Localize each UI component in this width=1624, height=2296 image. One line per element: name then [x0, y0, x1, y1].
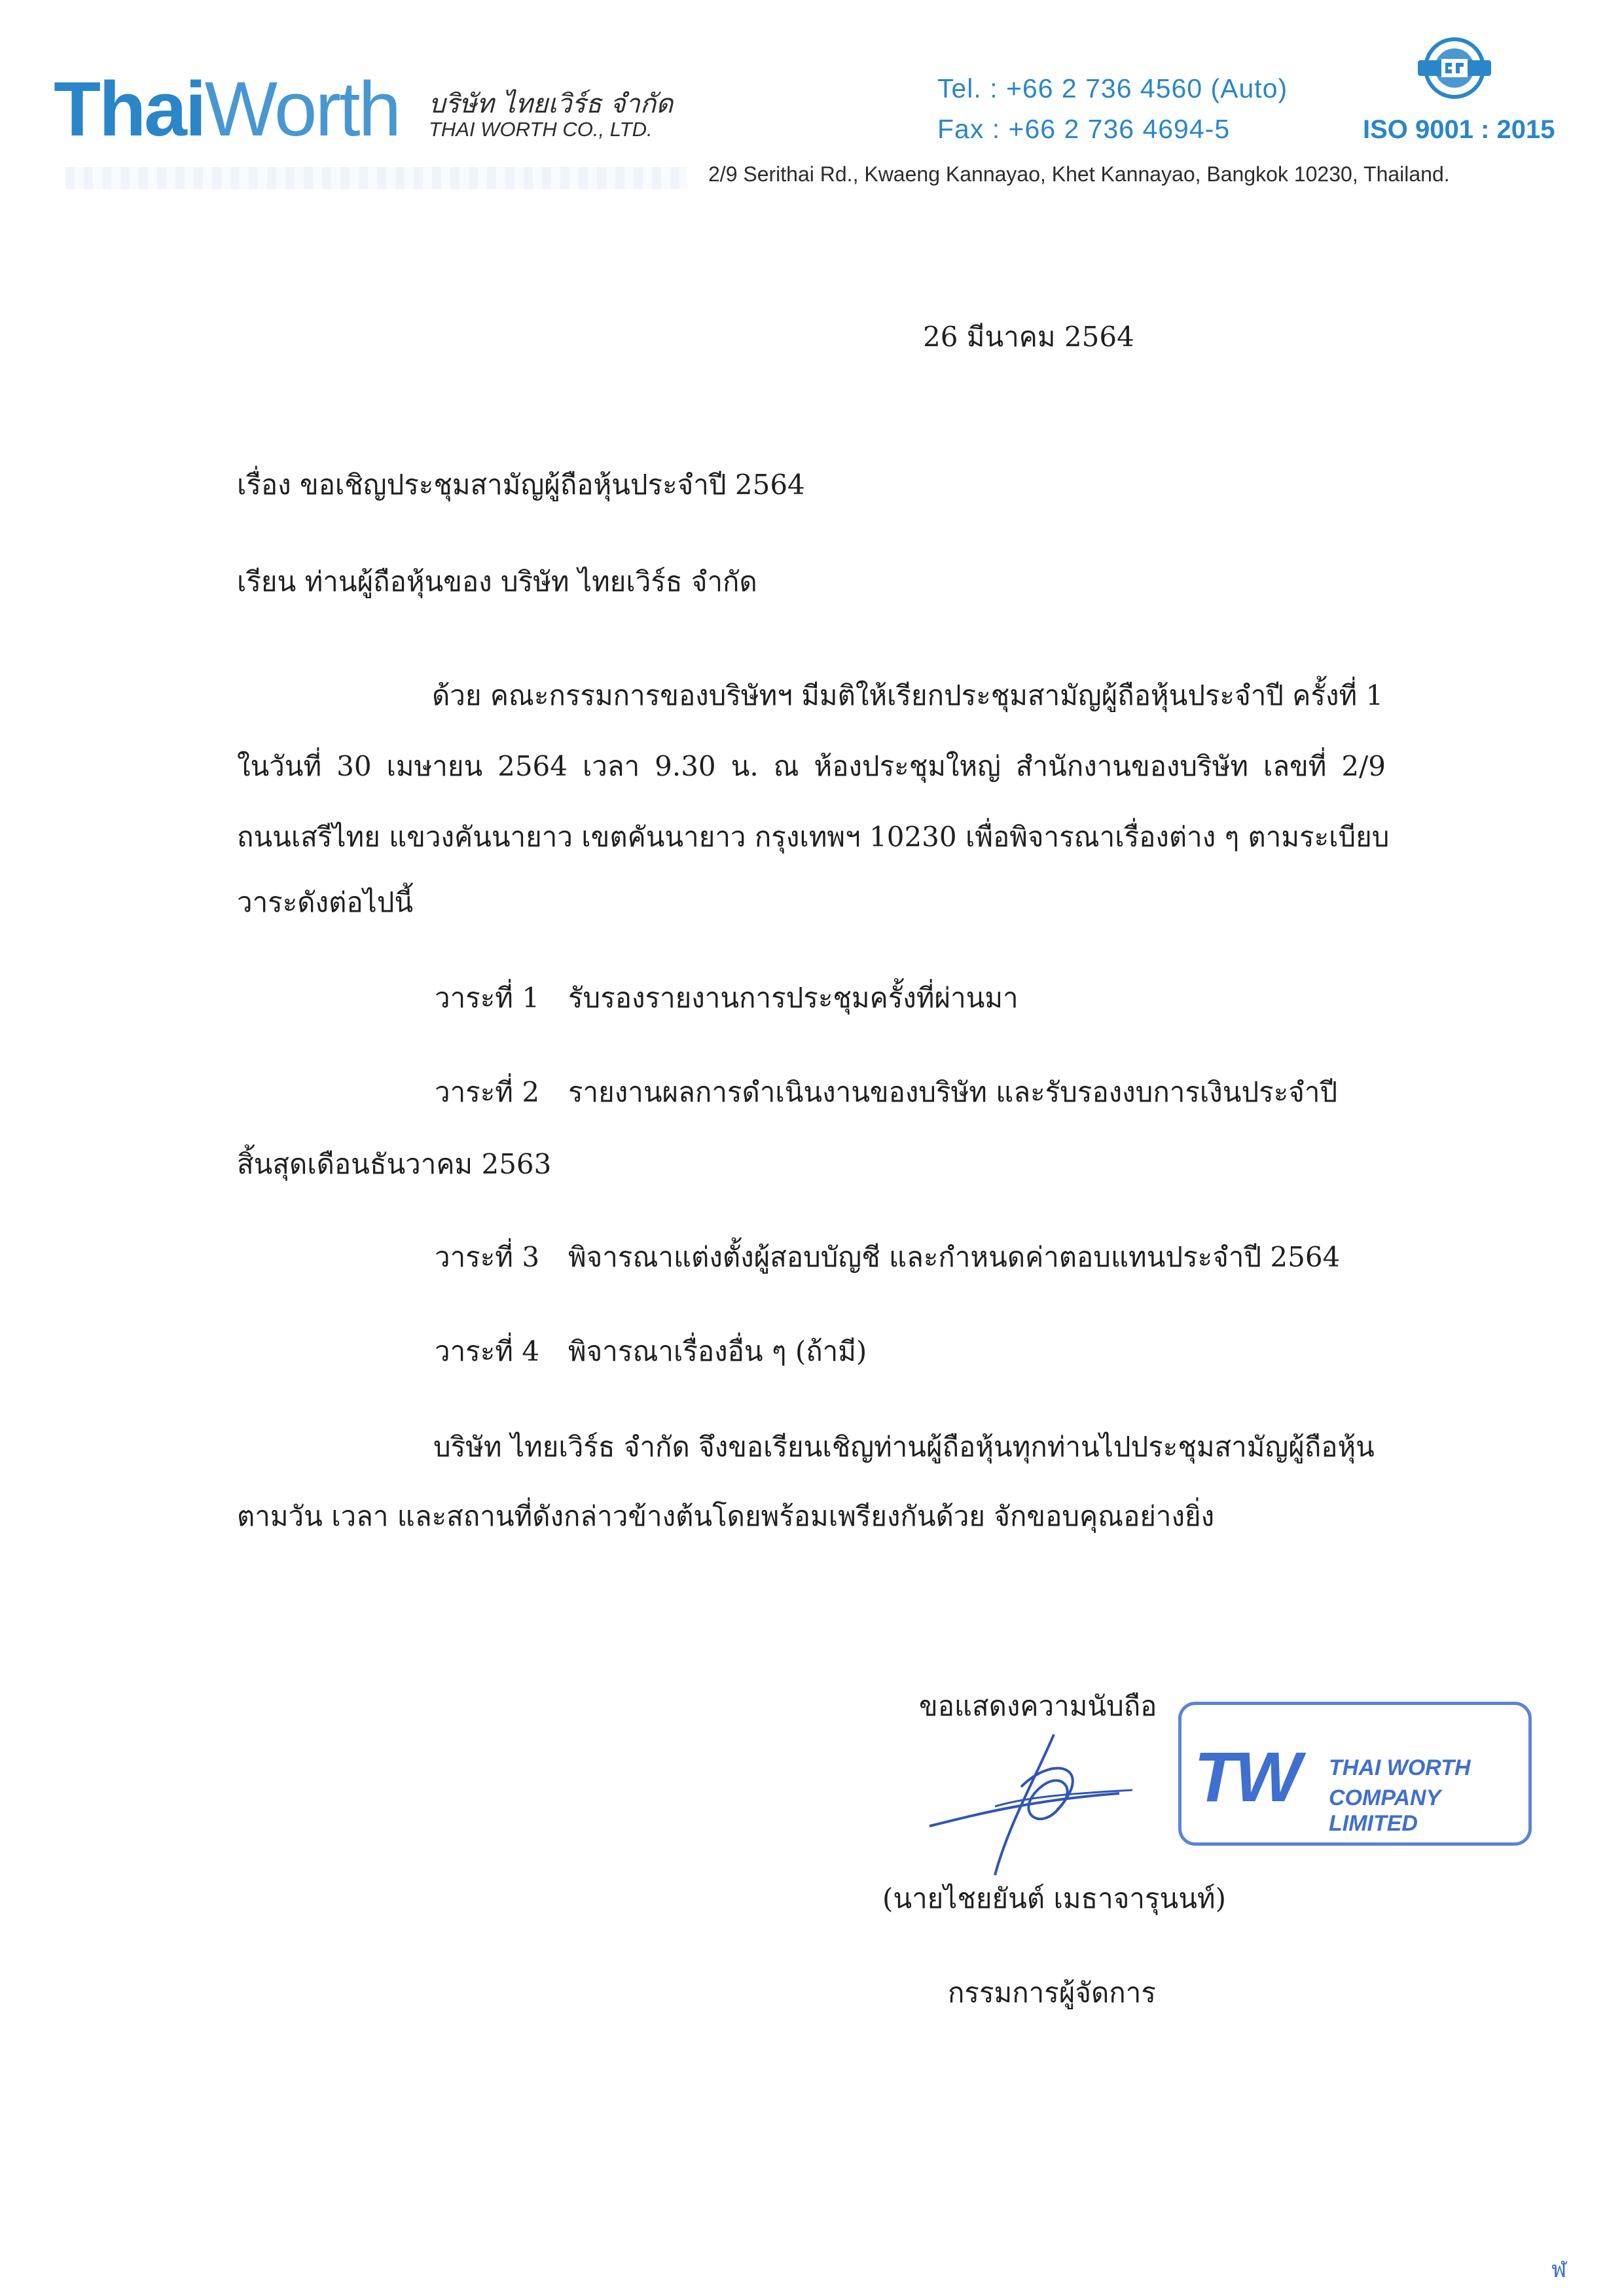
closing-line: ตามวัน เวลา และสถานที่ดังกล่าวข้างต้นโดยพร้อมเพรียงกันด้วย จักขอบคุณอย่างยิ่ง: [237, 1500, 1215, 1532]
agenda-text: พิจารณาเรื่องอื่น ๆ (ถ้ามี): [568, 1335, 867, 1367]
letter-salutation: เรียน ท่านผู้ถือหุ้นของ บริษัท ไทยเวิร์ธ จำกัด: [237, 565, 757, 598]
telephone: Tel. : +66 2 736 4560 (Auto): [937, 73, 1288, 103]
agenda-number: วาระที่ 1: [435, 982, 540, 1014]
agenda-number: วาระที่ 3: [435, 1241, 540, 1273]
logo-text-worth: Worth: [204, 66, 400, 152]
stamp-mark: TW: [1194, 1737, 1299, 1816]
iso-certification: ISO 9001 : 2015: [1363, 115, 1555, 144]
page-corner-mark: ฬ: [1551, 2257, 1567, 2283]
stamp-line: COMPANY LIMITED: [1329, 1785, 1441, 1836]
body-line: ถนนเสรีไทย แขวงคันนายาว เขตคันนายาว กรุงเทพฯ 10230 เพื่อพิจารณาเรื่องต่าง ๆ ตามระเบียบ: [237, 821, 1390, 853]
signer-title: กรรมการผู้จัดการ: [948, 1977, 1156, 2009]
letter-subject: เรื่อง ขอเชิญประชุมสามัญผู้ถือหุ้นประจำปี 2564: [237, 469, 805, 501]
company-stamp: [1178, 1702, 1532, 1846]
agenda-number: วาระที่ 4: [435, 1335, 540, 1367]
closing-regards: ขอแสดงความนับถือ: [919, 1690, 1157, 1722]
agenda-number: วาระที่ 2: [435, 1076, 540, 1108]
agenda-text: รายงานผลการดำเนินงานของบริษัท และรับรองงบการเงินประจำปี: [568, 1076, 1338, 1108]
stamp-line: THAI WORTH: [1329, 1755, 1471, 1780]
company-address: 2/9 Serithai Rd., Kwaeng Kannayao, Khet Kannayao, Bangkok 10230, Thailand.: [708, 162, 1450, 186]
agenda-text-continued: สิ้นสุดเดือนธันวาคม 2563: [237, 1148, 552, 1180]
signer-name: (นายไชยยันต์ เมธาจารุนนท์): [882, 1882, 1226, 1914]
logo-text-thai: Thai: [54, 66, 205, 152]
iso-certified-badge-icon: [1413, 34, 1496, 106]
letter-date: 26 มีนาคม 2564: [923, 321, 1134, 353]
closing-line: บริษัท ไทยเวิร์ธ จำกัด จึงขอเรียนเชิญท่านผู้ถือหุ้นทุกท่านไปประชุมสามัญผู้ถือหุ้น: [433, 1431, 1375, 1463]
company-logo: [54, 66, 400, 152]
fax: Fax : +66 2 736 4694-5: [937, 114, 1231, 144]
agenda-text: รับรองรายงานการประชุมครั้งที่ผ่านมา: [568, 982, 1019, 1014]
logo-underline-decoration: [65, 167, 687, 189]
body-line: ด้วย คณะกรรมการของบริษัทฯ มีมติให้เรียกประชุมสามัญผู้ถือหุ้นประจำปี ครั้งที่ 1: [432, 679, 1384, 711]
body-line: ในวันที่ 30 เมษายน 2564 เวลา 9.30 น. ณ ห้องประชุมใหญ่ สำนักงานของบริษัท เลขที่ 2/9: [237, 750, 1386, 782]
company-name-th: บริษัท ไทยเวิร์ธ จำกัด: [429, 89, 674, 119]
body-line: วาระดังต่อไปนี้: [237, 886, 414, 918]
agenda-text: พิจารณาแต่งตั้งผู้สอบบัญชี และกำหนดค่าตอบแทนประจำปี 2564: [568, 1241, 1341, 1273]
company-name-en: THAI WORTH CO., LTD.: [429, 118, 653, 141]
handwritten-signature: [923, 1728, 1139, 1878]
